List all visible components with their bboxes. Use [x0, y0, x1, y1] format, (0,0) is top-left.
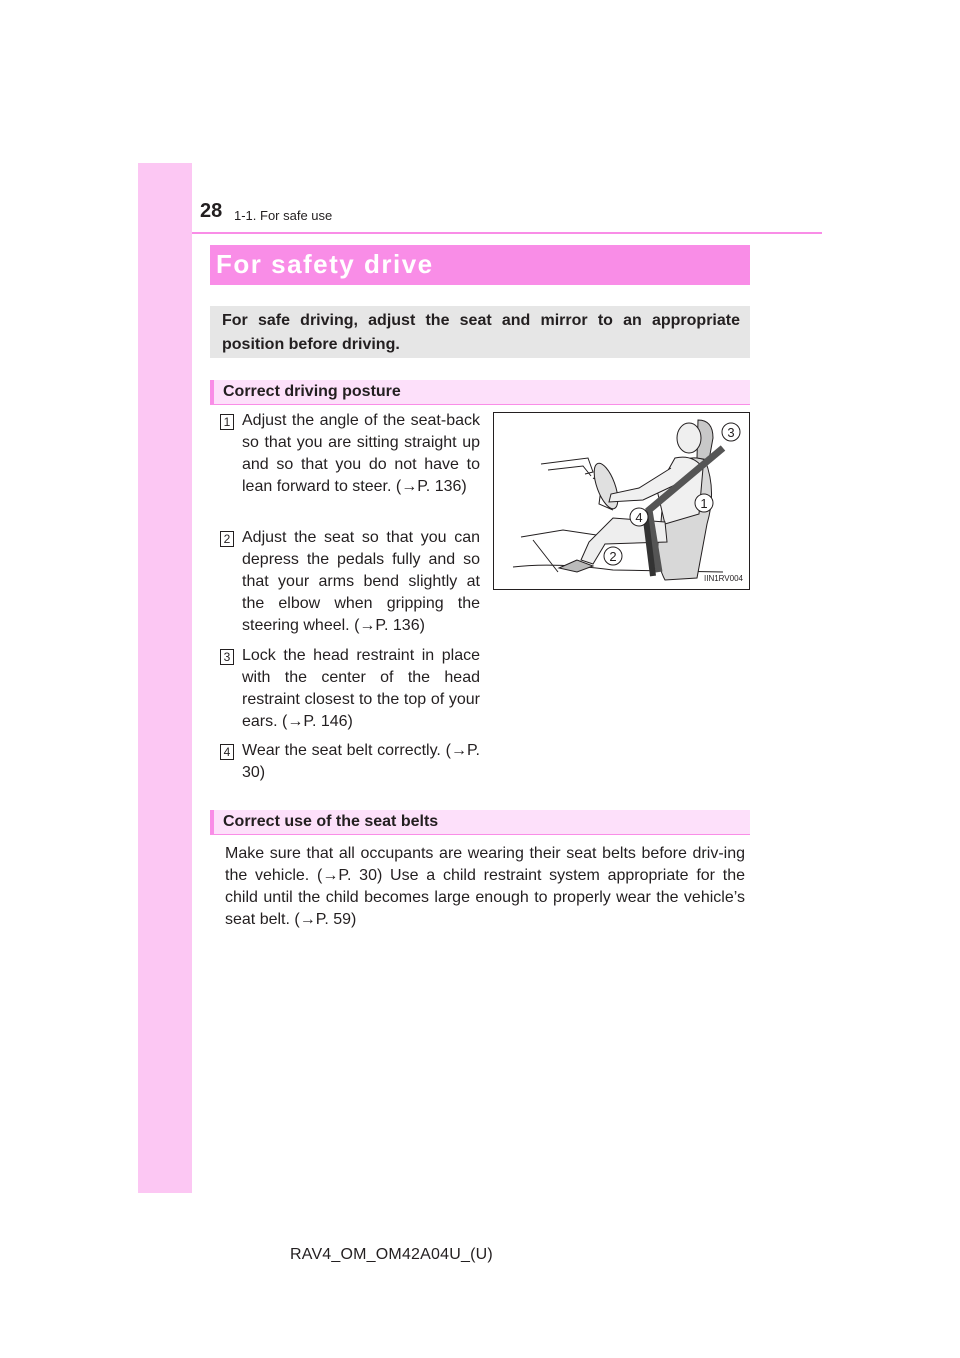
- seatbelts-heading-bar: [210, 810, 750, 835]
- callout-2: 2: [609, 549, 617, 564]
- step-number-badge: 2: [220, 531, 234, 547]
- figure-code: IIN1RV004: [704, 574, 743, 583]
- callout-3: 3: [727, 425, 735, 440]
- step-number-badge: 1: [220, 414, 234, 430]
- step-number-badge: 4: [220, 744, 234, 760]
- step-text: Wear the seat belt correctly. (→P. 30): [242, 742, 480, 781]
- page-title: For safety drive: [216, 249, 434, 279]
- header-rule: [192, 232, 822, 234]
- document-footer: RAV4_OM_OM42A04U_(U): [290, 1246, 493, 1263]
- seatbelts-heading: Correct use of the seat belts: [223, 813, 439, 830]
- step-text: Lock the head restraint in place with the center of the head restraint closest to the top of your ears. (→P. 146): [242, 647, 480, 730]
- heading-accent: [210, 810, 214, 834]
- callout-1: 1: [700, 496, 708, 511]
- callout-4: 4: [635, 510, 643, 525]
- page-number: 28: [200, 200, 223, 222]
- driving-posture-illustration: [493, 412, 750, 590]
- seatbelts-body: Make sure that all occupants are wearing their seat belts before driv-ing the vehicle. (→P. 30) Use a child restraint system appropriate for the child until the child becomes large enough to properly wear the vehicle’s seat belt. (→P. 59): [225, 845, 745, 928]
- heading-accent: [210, 380, 214, 404]
- step-text: Adjust the angle of the seat-back so that you are sitting straight up and so that you do not have to lean forward to steer. (→P. 136): [242, 412, 480, 495]
- intro-text: For safe driving, adjust the seat and mirror to an appropriate position before driving.: [222, 312, 740, 353]
- chapter-tab-bar: [138, 163, 192, 1193]
- posture-heading-bar: [210, 380, 750, 405]
- posture-heading: Correct driving posture: [223, 383, 401, 400]
- step-text: Adjust the seat so that you can depress the pedals fully and so that your arms bend slightly at the elbow when gripping the steering wheel. (→P. 136): [242, 529, 480, 634]
- section-label: 1-1. For safe use: [234, 208, 333, 223]
- step-number-badge: 3: [220, 649, 234, 665]
